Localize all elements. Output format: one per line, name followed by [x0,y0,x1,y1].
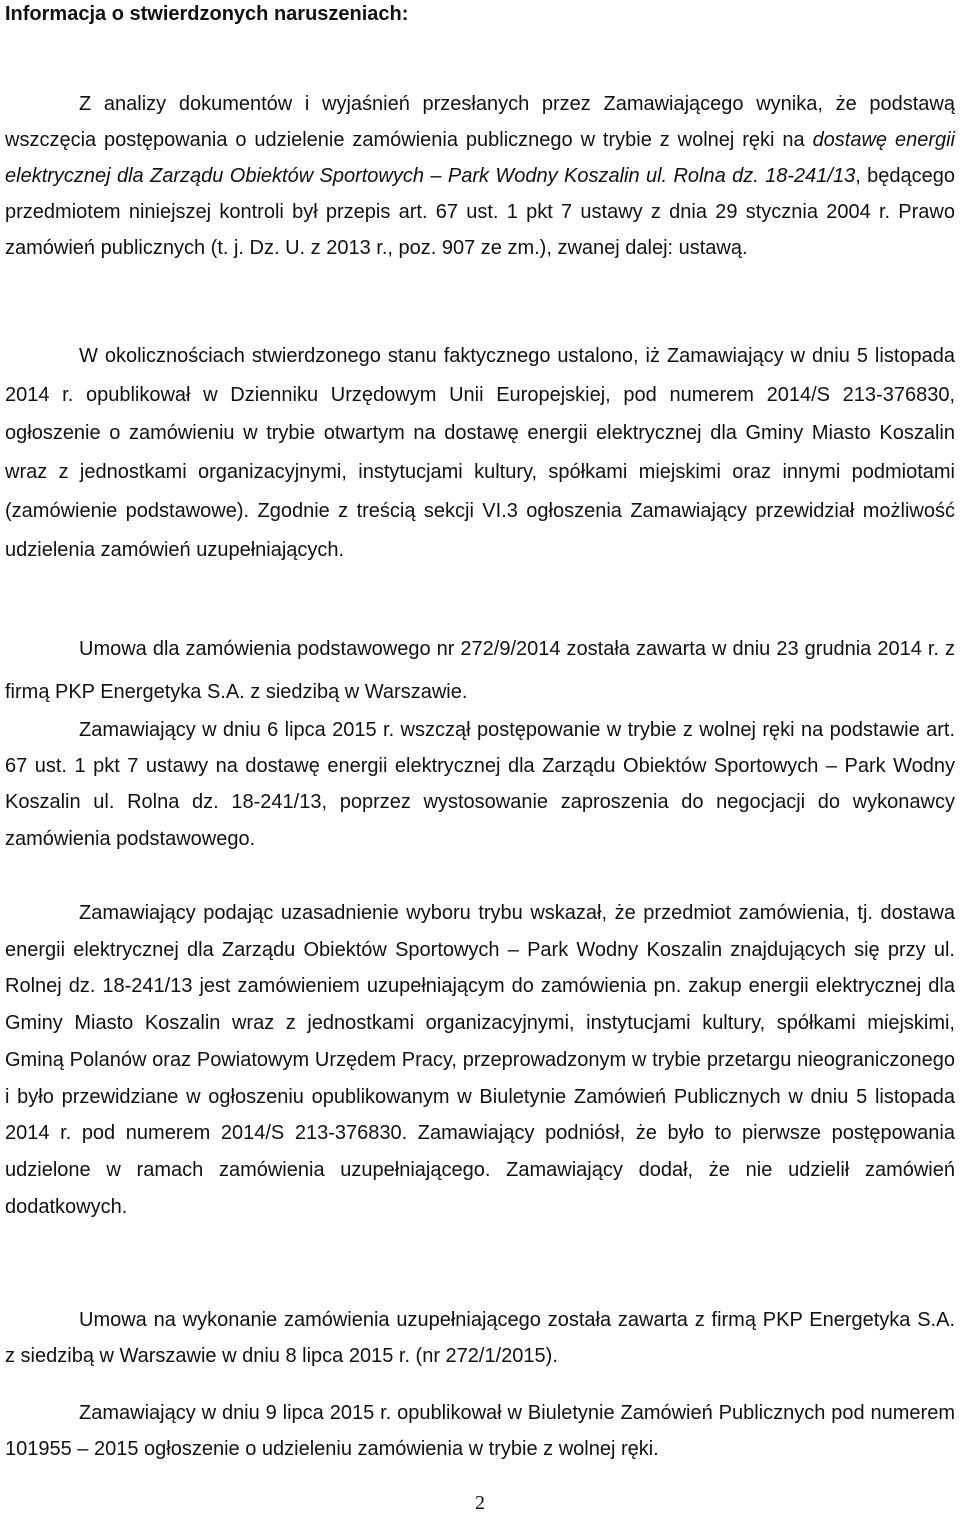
section-heading: Informacja o stwierdzonych naruszeniach: [5,3,409,25]
paragraph-factual-findings: W okolicznościach stwierdzonego stanu faktycznego ustalono, iż Zamawiający w dniu 5 listopada 2014 r. opublikował w Dzienniku Urzędowym Unii Europejskiej, pod numerem 2014/S 213-376830, ogłoszenie o zamówieniu w trybie otwartym na dostawę energii elektrycznej dla Gminy Miasto Koszalin wraz z jednostkami organizacyjnymi, instytucjami kultury, spółkami miejskimi oraz innymi podmiotami (zamówienie podstawowe). Zgodnie z treścią sekcji VI.3 ogłoszenia Zamawiający przewidział możliwość udzielenia zamówień uzupełniających. [5,345,955,561]
paragraph-supplementary-contract: Umowa na wykonanie zamówienia uzupełniającego została zawarta z firmą PKP Energetyka S.A. z siedzibą w Warszawie w dniu 8 lipca 2015 r. (nr 272/1/2015). [5,1309,955,1367]
paragraph-legal-basis-subject: dostawę energii elektrycznej dla Zarządu Obiektów Sportowych – Park Wodny Koszalin ul. Rolna dz. 18-241/13 [5,129,956,187]
paragraph-basic-contract: Umowa dla zamówienia podstawowego nr 272/9/2014 została zawarta w dniu 23 grudnia 2014 r. z firmą PKP Energetyka S.A. z siedzibą w Warszawie. [5,638,955,703]
page-number: 2 [475,1492,485,1514]
paragraph-justification: Zamawiający podając uzasadnienie wyboru trybu wskazał, że przedmiot zamówienia, tj. dostawa energii elektrycznej dla Zarządu Obiektów Sportowych – Park Wodny Koszalin znajdujących się przy ul. Rolnej dz. 18-241/13 jest zamówieniem uzupełniającym do zamówienia pn. zakup energii elektrycznej dla Gminy Miasto Koszalin wraz z jednostkami organizacyjnymi, instytucjami kultury, spółkami miejskimi, Gminą Polanów oraz Powiatowym Urzędem Pracy, przeprowadzonym w trybie przetargu nieograniczonego i było przewidziane w ogłoszeniu opublikowanym w Biuletynie Zamówień Publicznych w dniu 5 listopada 2014 r. pod numerem 2014/S 213-376830. Zamawiający podniósł, że było to pierwsze postępowania udzielone w ramach zamówienia uzupełniającego. Zamawiający dodał, że nie udzielił zamówień dodatkowych. [5,902,955,1218]
paragraph-legal-basis-text-b: , będącego przedmiotem niniejszej kontroli był przepis art. 67 ust. 1 pkt 7 ustawy z dnia 29 stycznia 2004 r. Prawo zamówień publicznych (t. j. Dz. U. z 2013 r., poz. 907 ze zm.), zwanej dalej: ustawą. [5,165,955,259]
paragraph-legal-basis [5,86,955,266]
paragraph-award-notice: Zamawiający w dniu 9 lipca 2015 r. opublikował w Biuletynie Zamówień Publicznych pod numerem 101955 – 2015 ogłoszenie o udzieleniu zamówienia w trybie z wolnej ręki. [5,1402,955,1460]
paragraph-procedure-initiation: Zamawiający w dniu 6 lipca 2015 r. wszczął postępowanie w trybie z wolnej ręki na podstawie art. 67 ust. 1 pkt 7 ustawy na dostawę energii elektrycznej dla Zarządu Obiektów Sportowych – Park Wodny Koszalin ul. Rolna dz. 18-241/13, poprzez wystosowanie zaproszenia do negocjacji do wykonawcy zamówienia podstawowego. [5,719,955,850]
paragraph-legal-basis-text-a: Z analizy dokumentów i wyjaśnień przesłanych przez Zamawiającego wynika, że podstawą wszczęcia postępowania o udzielenie zamówienia publicznego w trybie z wolnej ręki na [5,93,955,151]
